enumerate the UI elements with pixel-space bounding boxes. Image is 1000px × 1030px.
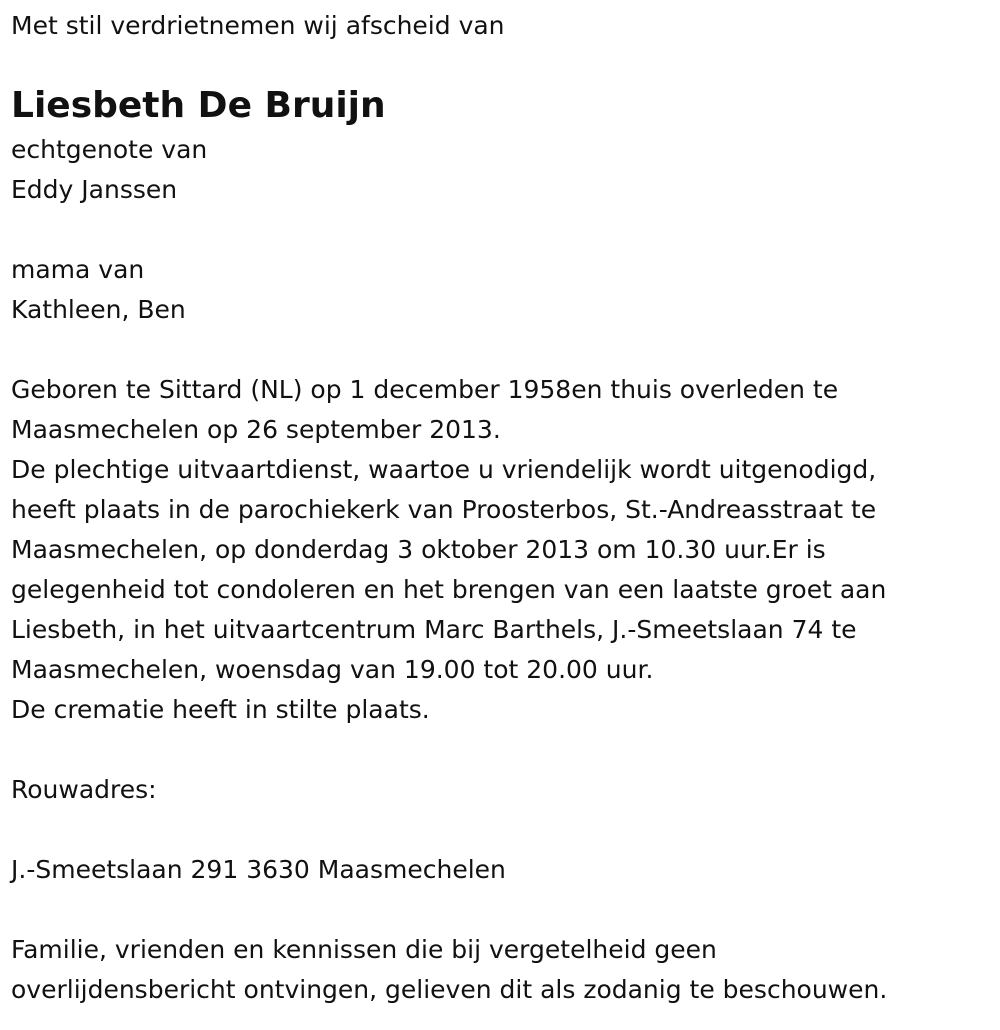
announcement-paragraph (11, 370, 990, 730)
spouse-name: Eddy Janssen (11, 175, 178, 204)
mourning-address-label: Rouwadres: (11, 775, 157, 804)
closing-paragraph (11, 930, 990, 1010)
announcement-line: De plechtige uitvaartdienst, waartoe u vriendelijk wordt uitgenodigd, (11, 455, 877, 484)
announcement-line: Maasmechelen, woensdag van 19.00 tot 20.00 uur. (11, 655, 654, 684)
intro-text: Met stil verdrietnemen wij afscheid van (11, 11, 505, 40)
spacer (11, 890, 990, 930)
announcement-line: Maasmechelen op 26 september 2013. (11, 415, 501, 444)
deceased-name: Liesbeth De Bruijn (11, 85, 386, 126)
children-label: mama van (11, 255, 145, 284)
closing-line: overlijdensbericht ontvingen, gelieven dit als zodanig te beschouwen. (11, 975, 888, 1004)
spacer (11, 810, 990, 850)
spacer (11, 210, 990, 250)
children-names: Kathleen, Ben (11, 295, 186, 324)
announcement-line: Liesbeth, in het uitvaartcentrum Marc Barthels, J.-Smeetslaan 74 te (11, 615, 857, 644)
spacer (11, 330, 990, 370)
mourning-address: J.-Smeetslaan 291 3630 Maasmechelen (11, 855, 506, 884)
announcement-line: gelegenheid tot condoleren en het brengen van een laatste groet aan (11, 575, 887, 604)
closing-line: Familie, vrienden en kennissen die bij vergetelheid geen (11, 935, 717, 964)
announcement-line: Maasmechelen, op donderdag 3 oktober 2013 om 10.30 uur.Er is (11, 535, 826, 564)
announcement-line: Geboren te Sittard (NL) op 1 december 1958en thuis overleden te (11, 375, 839, 404)
obituary-notice (11, 6, 990, 1010)
announcement-line: heeft plaats in de parochiekerk van Proosterbos, St.-Andreasstraat te (11, 495, 877, 524)
spacer (11, 730, 990, 770)
spouse-label: echtgenote van (11, 135, 208, 164)
announcement-line: De crematie heeft in stilte plaats. (11, 695, 430, 724)
